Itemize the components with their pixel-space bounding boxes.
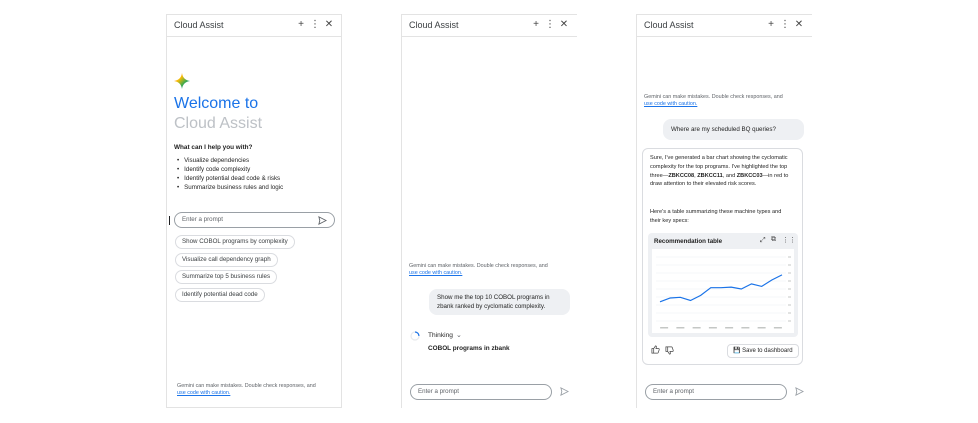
suggestion-chip[interactable]: Visualize call dependency graph (175, 253, 278, 267)
caution-link[interactable]: use code with caution. (409, 270, 463, 276)
thumbs-up-icon[interactable] (651, 345, 660, 354)
x-tick (676, 327, 684, 329)
list-item: • Visualize dependencies (177, 156, 283, 165)
x-tick (741, 327, 749, 329)
chat-panel-thinking (401, 14, 577, 408)
prompt-placeholder: Enter a prompt (182, 216, 223, 223)
prompt-input[interactable] (174, 212, 335, 228)
user-message: Where are my scheduled BQ queries? (663, 119, 804, 140)
panel-header (167, 15, 341, 37)
chat-panel-welcome (166, 14, 342, 408)
x-tick (758, 327, 766, 329)
disclaimer (177, 383, 337, 397)
prompt-placeholder: Enter a prompt (653, 388, 694, 395)
thinking-label: Thinking (428, 332, 453, 339)
suggestion-chip[interactable]: Identify potential dead code (175, 288, 265, 302)
x-tick (774, 327, 782, 329)
disclaimer-text: Gemini can make mistakes. Double check responses, and (177, 383, 316, 389)
app-title: Cloud Assist (644, 20, 694, 30)
save-label: Save to dashboard (742, 348, 793, 354)
response-text (650, 154, 792, 189)
panel-header (402, 15, 577, 37)
disclaimer-text: Gemini can make mistakes. Double check responses, and (644, 94, 783, 100)
help-heading: What can I help you with? (174, 144, 253, 151)
app-title: Cloud Assist (174, 20, 224, 30)
expand-icon[interactable]: ⤢ (760, 237, 766, 244)
thinking-step: COBOL programs in zbank (428, 345, 510, 352)
save-to-dashboard-button[interactable] (727, 344, 799, 358)
more-vert-icon[interactable]: ⋮ (780, 19, 790, 30)
list-item: • Summarize business rules and logic (177, 183, 283, 192)
welcome-heading: Welcome to (174, 95, 259, 112)
program-name: ZBKCC11 (697, 172, 723, 179)
app-title: Cloud Assist (409, 20, 459, 30)
suggestion-chip[interactable]: Show COBOL programs by complexity (175, 235, 295, 249)
copy-icon[interactable]: ⧉ (771, 236, 776, 243)
plus-icon[interactable]: + (533, 19, 539, 30)
response-text-2: Here's a table summarizing these machine types and their key specs: (650, 209, 782, 224)
response-text-part: Sure, I've generated a bar chart showing the cyclomatic complexity for the top programs. I've highlighted the top three— (650, 155, 788, 179)
plus-icon[interactable]: + (768, 19, 774, 30)
recommendation-card (648, 233, 798, 337)
thumbs-down-icon[interactable] (665, 346, 674, 355)
x-tick (660, 327, 668, 329)
list-item: • Identify code complexity (177, 165, 283, 174)
prompt-input[interactable] (410, 384, 552, 400)
prompt-input[interactable] (645, 384, 787, 400)
x-tick (709, 327, 717, 329)
send-icon[interactable] (318, 216, 327, 225)
suggestion-chip[interactable]: Summarize top 5 business rules (175, 270, 277, 284)
close-icon[interactable]: ✕ (559, 19, 569, 30)
gemini-sparkle-icon (174, 73, 190, 89)
user-message: Show me the top 10 COBOL programs in zbank ranked by cyclomatic complexity. (429, 289, 570, 315)
x-tick (693, 327, 701, 329)
spinner-icon (410, 331, 420, 341)
disclaimer (644, 94, 809, 108)
grid-icon[interactable]: ⋮⋮ (782, 237, 796, 244)
panel-header (637, 15, 812, 37)
welcome-subheading: Cloud Assist (174, 115, 263, 132)
send-icon[interactable] (795, 387, 804, 396)
close-icon[interactable]: ✕ (324, 19, 334, 30)
response-text-part: , and (722, 172, 737, 179)
chat-panel-response (636, 14, 812, 408)
caution-link[interactable]: use code with caution. (177, 390, 231, 396)
line-chart (652, 249, 794, 333)
card-title: Recommendation table (654, 238, 723, 245)
more-vert-icon[interactable]: ⋮ (545, 19, 555, 30)
list-item: • Identify potential dead code & risks (177, 174, 283, 183)
chevron-down-icon[interactable]: ⌄ (456, 332, 462, 339)
prompt-placeholder: Enter a prompt (418, 388, 459, 395)
send-icon[interactable] (560, 387, 569, 396)
response-card (642, 148, 803, 365)
plus-icon[interactable]: + (298, 19, 304, 30)
x-tick (725, 327, 733, 329)
caution-link[interactable]: use code with caution. (644, 101, 698, 107)
text-cursor (169, 216, 170, 225)
program-name: ZBKCC08 (668, 172, 695, 179)
more-vert-icon[interactable]: ⋮ (310, 19, 320, 30)
response-text-part: , (694, 172, 698, 179)
save-icon: 💾 (733, 348, 741, 354)
program-name: ZBKCC03 (736, 172, 763, 179)
disclaimer (409, 263, 574, 277)
close-icon[interactable]: ✕ (794, 19, 804, 30)
capabilities-list (177, 156, 283, 192)
disclaimer-text: Gemini can make mistakes. Double check responses, and (409, 263, 548, 269)
response-text-part: —in red to draw attention to their elevated risk scores. (650, 172, 789, 188)
